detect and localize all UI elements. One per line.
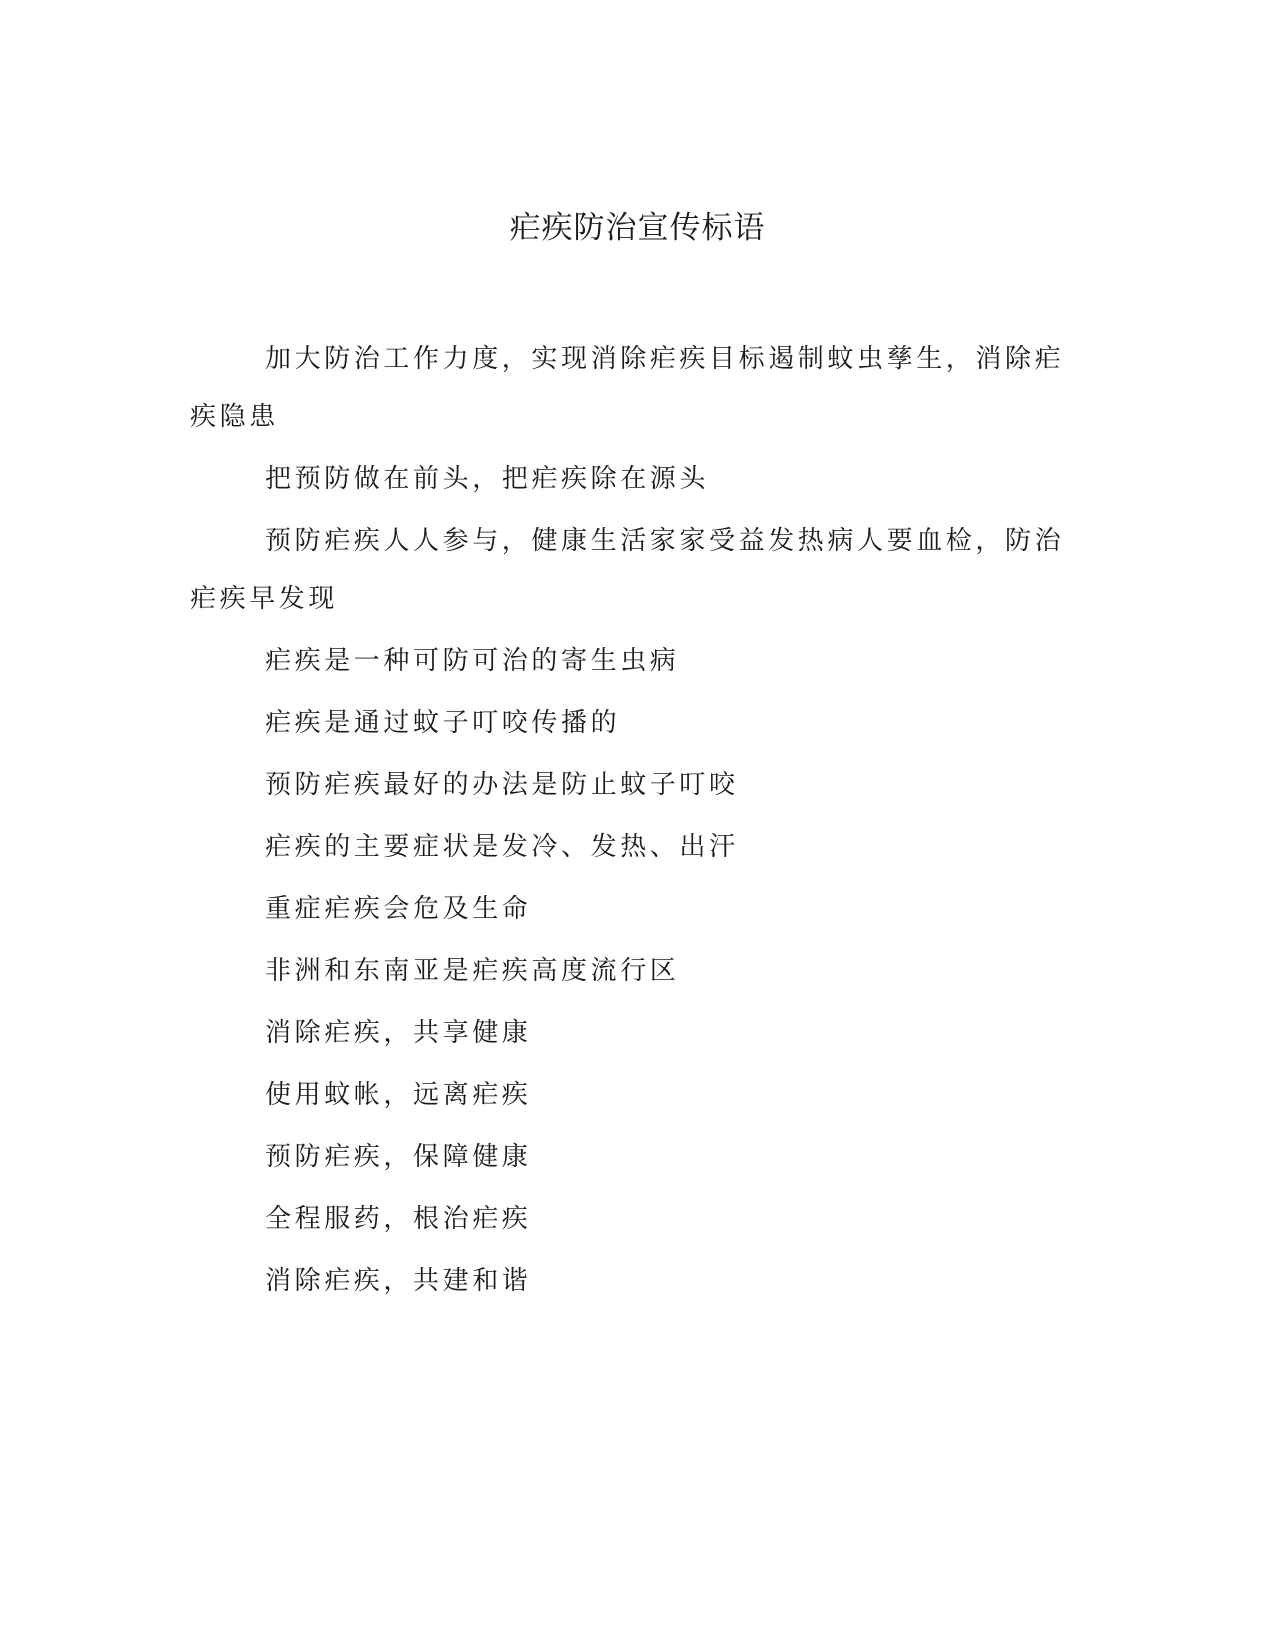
slogan-list xyxy=(190,330,1080,1314)
slogan-paragraph: 使用蚊帐，远离疟疾 xyxy=(265,1080,532,1110)
slogan-paragraph: 重症疟疾会危及生命 xyxy=(265,894,532,924)
slogan-paragraph: 疟疾的主要症状是发冷、发热、出汗 xyxy=(265,832,739,862)
slogan-paragraph: 把预防做在前头，把疟疾除在源头 xyxy=(265,464,710,494)
slogan-paragraph: 全程服药，根治疟疾 xyxy=(265,1204,532,1234)
slogan-paragraph: 非洲和东南亚是疟疾高度流行区 xyxy=(265,956,680,986)
slogan-paragraph: 消除疟疾，共享健康 xyxy=(265,1018,532,1048)
slogan-paragraph: 加大防治工作力度，实现消除疟疾目标遏制蚊虫孳生，消除疟疾隐患 xyxy=(190,344,1065,432)
slogan-paragraph: 疟疾是一种可防可治的寄生虫病 xyxy=(265,646,680,676)
slogan-paragraph: 疟疾是通过蚊子叮咬传播的 xyxy=(265,708,621,738)
slogan-paragraph: 预防疟疾最好的办法是防止蚊子叮咬 xyxy=(265,770,739,800)
slogan-paragraph: 消除疟疾，共建和谐 xyxy=(265,1266,532,1296)
slogan-paragraph: 预防疟疾，保障健康 xyxy=(265,1142,532,1172)
slogan-paragraph: 预防疟疾人人参与，健康生活家家受益发热病人要血检，防治疟疾早发现 xyxy=(190,526,1065,614)
document-title: 疟疾防治宣传标语 xyxy=(509,210,766,246)
